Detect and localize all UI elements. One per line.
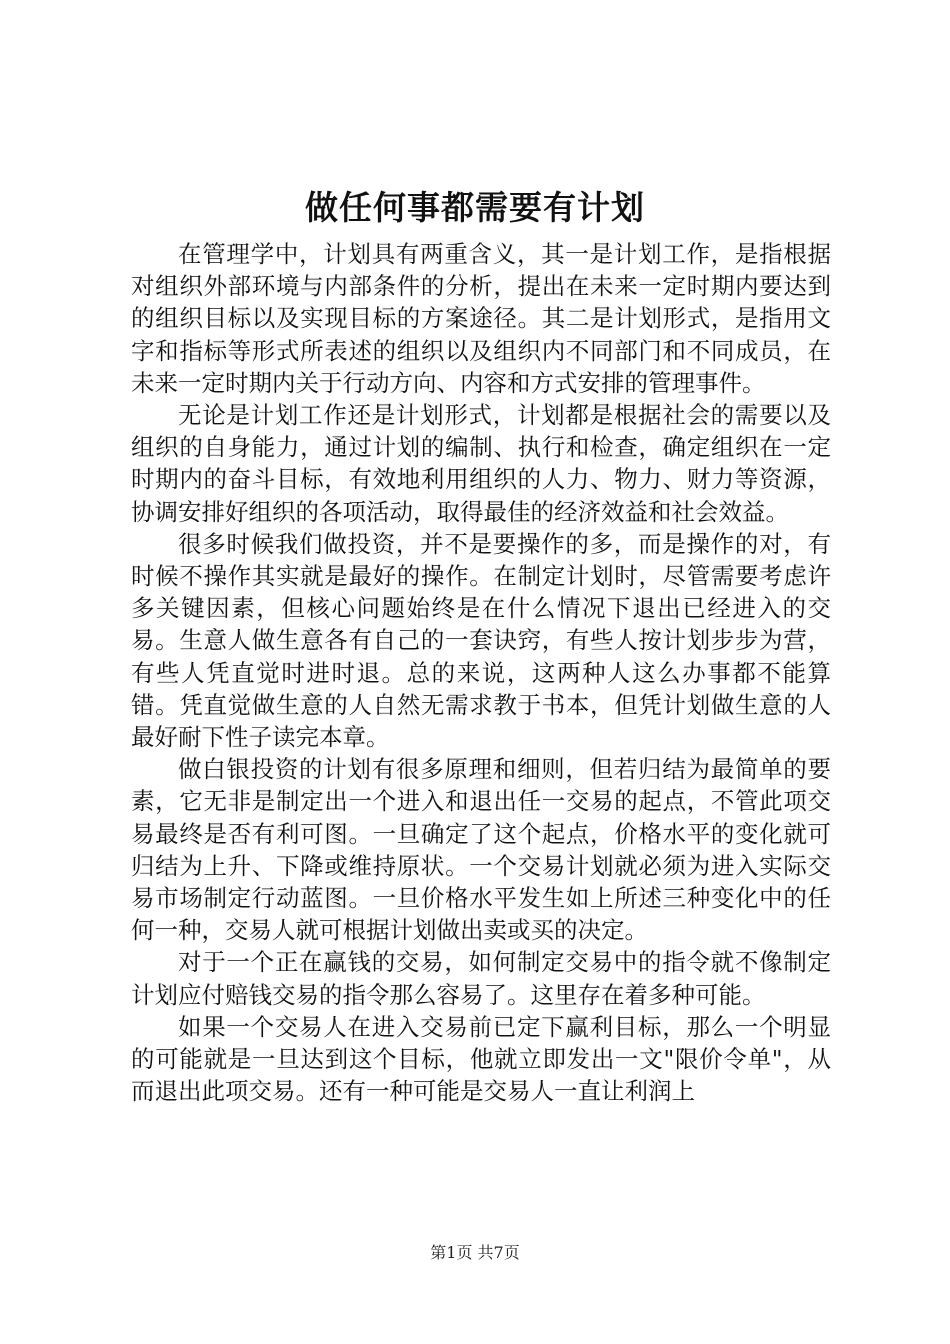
paragraph: 对于一个正在赢钱的交易，如何制定交易中的指令就不像制定计划应付赔钱交易的指令那么容易了。这里存在着多种可能。 — [131, 948, 831, 1009]
paragraph: 在管理学中，计划具有两重含义，其一是计划工作，是指根据对组织外部环境与内部条件的分析，提出在未来一定时期内要达到的组织目标以及实现目标的方案途径。其二是计划形式，是指用文字和指标等形式所表述的组织以及组织内不同部门和不同成员，在未来一定时期内关于行动方向、内容和方式安排的管理事件。 — [131, 240, 831, 397]
paragraph: 很多时候我们做投资，并不是要操作的多，而是操作的对，有时候不操作其实就是最好的操作。在制定计划时，尽管需要考虑许多关键因素，但核心问题始终是在什么情况下退出已经进入的交易。生意人做生意各有自己的一套诀窍，有些人按计划步步为营，有些人凭直觉时进时退。总的来说，这两种人这么办事都不能算错。凭直觉做生意的人自然无需求教于书本，但凭计划做生意的人最好耐下性子读完本章。 — [131, 529, 831, 752]
paragraph: 如果一个交易人在进入交易前已定下赢利目标，那么一个明显的可能就是一旦达到这个目标，他就立即发出一文"限价令单"，从而退出此项交易。还有一种可能是交易人一直让利润上 — [131, 1012, 831, 1106]
paragraph: 无论是计划工作还是计划形式，计划都是根据社会的需要以及组织的自身能力，通过计划的编制、执行和检查，确定组织在一定时期内的奋斗目标，有效地利用组织的人力、物力、财力等资源，协调安排好组织的各项活动，取得最佳的经济效益和社会效益。 — [131, 401, 831, 526]
page-number-footer: 第1页 共7页 — [430, 1243, 520, 1262]
paragraph: 做白银投资的计划有很多原理和细则，但若归结为最简单的要素，它无非是制定出一个进入和退出任一交易的起点，不管此项交易最终是否有利可图。一旦确定了这个起点，价格水平的变化就可归结为上升、下降或维持原状。一个交易计划就必须为进入实际交易市场制定行动蓝图。一旦价格水平发生如上所述三种变化中的任何一种，交易人就可根据计划做出卖或买的决定。 — [131, 755, 831, 945]
document-title: 做任何事都需要有计划 — [305, 188, 645, 227]
document-body — [131, 238, 831, 1107]
